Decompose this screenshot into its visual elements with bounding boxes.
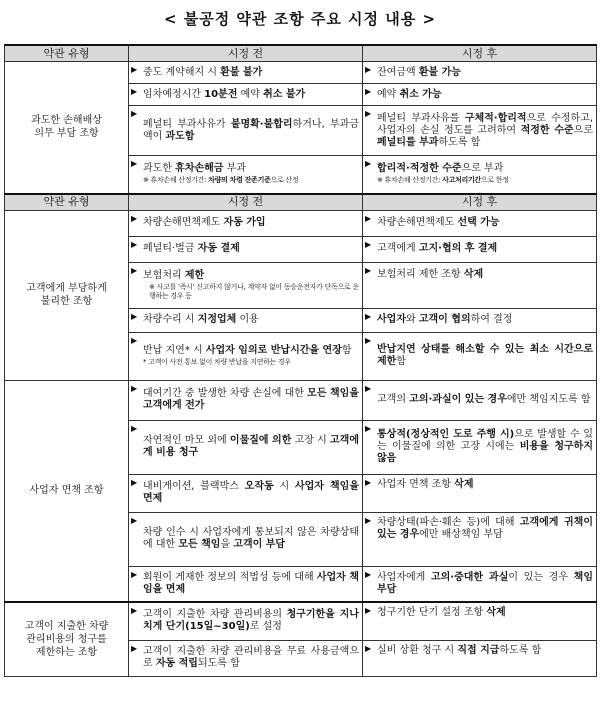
before-text: 내비게이션, 블랙박스 오작동 시 사업자 책임을 면제	[143, 481, 359, 504]
after-cell	[363, 62, 597, 84]
before-cell	[129, 602, 363, 640]
category-label: 과도한 손해배상 의무 부담 조항	[31, 115, 102, 140]
before-cell	[129, 106, 363, 156]
before-text: 자연적인 마모 외에 이물질에 의한 고장 시 고객에게 비용 청구	[143, 435, 359, 458]
before-text: 회원이 게재한 정보의 적법성 등에 대해 사업자 책임을 면제	[143, 571, 359, 595]
before-cell	[129, 308, 363, 332]
before-text: 차량손해면책제도 자동 가입	[143, 217, 266, 228]
before-text: 차량수리 시 지정업체 이용	[143, 314, 259, 325]
after-text: 사업자 면책 조항 삭제	[377, 478, 474, 490]
category-cell	[5, 210, 129, 380]
before-cell	[129, 84, 363, 106]
header-after: 시정 후	[363, 45, 597, 62]
after-text: 반납지연 상태를 해소할 수 있는 최소 시간으로 제한함	[377, 344, 593, 367]
category-cell	[5, 62, 129, 194]
after-cell	[363, 602, 597, 640]
before-cell	[129, 640, 363, 676]
before-text: 임차예정시간 10분전 예약 취소 불가	[143, 88, 306, 100]
category-label: 사업자 면책 조항	[29, 485, 104, 497]
after-text: 차량손해면책제도 선택 가능	[377, 217, 500, 228]
table-row	[5, 602, 597, 640]
before-text: 대여기간 중 발생한 차량 손실에 대한 모든 책임을 고객에게 전가	[143, 388, 359, 411]
header-type: 약관 유형	[5, 194, 129, 211]
after-cell	[363, 512, 597, 566]
after-text: 청구기한 단기 설정 조항 삭제	[377, 607, 506, 618]
header-before: 시정 전	[129, 194, 363, 211]
before-cell	[129, 566, 363, 602]
after-text: 고객에게 고지·협의 후 결제	[377, 243, 498, 254]
table-row	[5, 62, 597, 84]
after-cell	[363, 262, 597, 308]
category-cell	[5, 380, 129, 602]
before-cell	[129, 420, 363, 474]
after-cell	[363, 106, 597, 156]
before-note: ※ 사고를 '즉시' 신고하지 않거나, 계약자 없이 동승운전자가 단독으로 운행하는 경우 등	[149, 282, 359, 300]
after-cell	[363, 380, 597, 420]
after-cell	[363, 308, 597, 332]
after-cell	[363, 84, 597, 106]
table-header-row	[5, 194, 597, 211]
before-text: 중도 계약해지 시 환불 불가	[143, 66, 263, 78]
after-text: 통상적(정상적인 도로 주행 시)으로 발생할 수 있는 이물질에 의한 고장 시에는 비용을 청구하지 않음	[377, 429, 593, 464]
before-cell	[129, 62, 363, 84]
before-cell	[129, 512, 363, 566]
before-text: 페널티·벌금 자동 결제	[143, 243, 240, 254]
before-text: 고객이 지출한 차량 관리비용의 청구기한을 지나치게 단기(15일~30일)로 설정	[143, 609, 359, 633]
before-cell	[129, 210, 363, 236]
table-row	[5, 380, 597, 420]
before-text: 차량 인수 시 사업자에게 통보되지 않은 차량상태에 대한 모든 책임을 고객이 부담	[143, 527, 359, 550]
before-cell	[129, 156, 363, 194]
after-text: 페널티 부과사유를 구체적·합리적으로 수정하고, 사업자의 손실 정도를 고려하여 적정한 수준으로 페널티를 부과하도록 함	[377, 112, 593, 148]
header-after: 시정 후	[363, 194, 597, 211]
before-cell	[129, 380, 363, 420]
before-cell	[129, 262, 363, 308]
after-text: 잔여금액 환불 가능	[377, 66, 461, 78]
after-text: 예약 취소 가능	[377, 88, 442, 100]
category-label: 고객에게 부당하게 불리한 조항	[26, 283, 107, 307]
before-text: 보험처리 제한	[143, 269, 205, 281]
before-text: 과도한 휴차손해금 부과	[143, 163, 246, 175]
page-title: < 불공정 약관 조항 주요 시정 내용 >	[163, 10, 437, 28]
after-cell	[363, 566, 597, 602]
before-cell	[129, 332, 363, 380]
header-before: 시정 전	[129, 45, 363, 62]
before-text: 고객이 지출한 차량 관리비용을 무료 사용금액으로 자동 적립되도록 함	[143, 646, 359, 669]
after-note: ※ 휴차손해 산정기간: 사고처리기간으로 한정	[377, 176, 509, 185]
after-cell	[363, 156, 597, 194]
after-cell	[363, 332, 597, 380]
after-cell	[363, 420, 597, 474]
before-cell	[129, 474, 363, 512]
after-text: 사업자에게 고의·중대한 과실이 있는 경우 책임 부담	[377, 571, 593, 595]
correction-table	[4, 44, 597, 677]
after-text: 사업자와 고객이 협의하여 결정	[377, 314, 513, 325]
before-note: ※ 휴차손해 산정기간: 차량의 차령 잔존기준으로 산정	[143, 176, 299, 185]
category-cell	[5, 602, 129, 676]
after-cell	[363, 640, 597, 676]
before-text: 페널티 부과사유가 불명확·불합리하거나, 부과금액이 과도함	[143, 118, 359, 142]
after-text: 보험처리 제한 조항 삭제	[377, 268, 484, 280]
table-header-row	[5, 45, 597, 62]
after-text: 실비 상환 청구 시 직접 지급하도록 함	[377, 644, 542, 656]
after-text: 합리적·적정한 수준으로 부과	[377, 163, 504, 175]
after-text: 고객의 고의·과실이 있는 경우에만 책임지도록 함	[377, 394, 591, 405]
after-text: 차량상태(파손·훼손 등)에 대해 고객에게 귀책이 있는 경우에만 배상책임 부담	[377, 516, 593, 540]
header-type: 약관 유형	[5, 45, 129, 62]
before-text: 반납 지연* 시 사업자 임의로 반납시간을 연장함	[143, 345, 352, 356]
table-row	[5, 210, 597, 236]
after-cell	[363, 474, 597, 512]
after-cell	[363, 236, 597, 262]
before-note: * 고객이 사전 통보 없이 차량 반납을 지연하는 경우	[143, 358, 291, 366]
before-cell	[129, 236, 363, 262]
category-label: 고객이 지출한 차량 관리비용의 청구를 제한하는 조항	[24, 620, 109, 658]
after-cell	[363, 210, 597, 236]
